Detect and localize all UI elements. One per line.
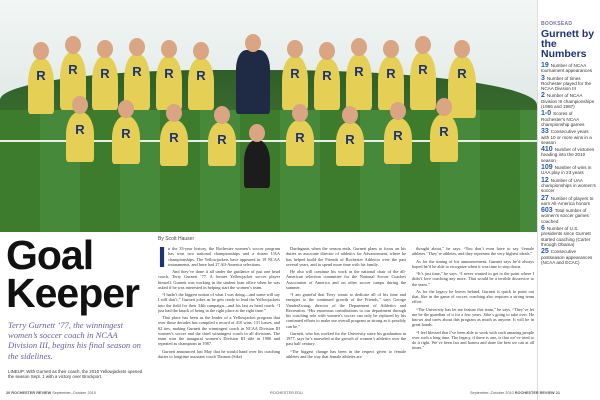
stat-item [541, 129, 597, 145]
player-figure: R [66, 112, 94, 162]
publication-left: ROCHESTER REVIEW [11, 391, 52, 395]
stat-item [541, 111, 597, 127]
article-paragraph: He also will continue his work as the national chair of the all-American selection committee for the National Soccer Coaches Association of America and on other soccer camps during the summer. [286, 269, 406, 290]
player-figure: R [124, 54, 150, 110]
stat-number: 603 [541, 207, 553, 215]
article-paragraph: “I feel blessed that I’ve been able to work with such amazing people over such a long time. The legacy, if there is one, is that we’ve tried to do it right. We’ve been fair and honest and done the best we can at all times.” [412, 329, 534, 351]
player-figure: R [92, 56, 118, 110]
stat-number: 410 [541, 146, 553, 154]
photo-caption: LINEUP: With Gurnett as their coach, the 2010 Yellowjackets opened the season Sept. 1 with a victory over Brockport. [8, 369, 143, 380]
article-paragraph: And they’ve done it all under the guidance of just one head coach, Terry Gurnett ’77. A former Yellowjacket soccer player himself, Gurnett was working in the student loan office when he was asked if he was interested in helping start the women’s team. [158, 269, 280, 290]
stat-text: Scores of Rochester's NCAA championship games [541, 111, 585, 127]
stat-item [541, 93, 597, 109]
sidebar-kicker: BOOKSEAD [541, 21, 573, 27]
player-figure: R [282, 56, 308, 110]
coach-figure [236, 50, 270, 114]
article-paragraph: “It’s just time,” he says. “I never wanted to get to the point where I didn’t love coaching any more. That would be a terrible disservice to the team.” [412, 271, 534, 287]
article-paragraph: As for the timing of his announcement, Gurnett says he’d always hoped he’d be able to recognize when it was time to step down. [412, 258, 534, 269]
player-figure: R [448, 56, 476, 118]
article-paragraph: “I hadn’t the biggest notion of what I was doing—and some will say I still don’t,” Gurnett jokes as he gets ready to lead the Yellowjackets into the field for their 34th campaign—and his last as head coach. “I just had the knack of being in the right place at the right time.” [158, 292, 280, 313]
footer-url: ROCHESTER.EDU [270, 391, 303, 395]
stat-item [541, 147, 597, 163]
stat-number: 109 [541, 164, 553, 172]
stat-item [541, 226, 597, 247]
article-headline: Goal Keeper [6, 232, 140, 316]
goalkeeper-figure [244, 140, 270, 188]
stat-item [541, 76, 597, 92]
player-figure: R [430, 114, 458, 162]
stat-number: 1-0 [541, 110, 552, 118]
page-number-left: 20 [6, 391, 11, 395]
article-paragraph: thought about,” he says. “You don’t even have to say ‘female athletes.’ They’re athletes, and they represent the very highest ideals.” [412, 246, 534, 257]
stat-text: Number of wins in UAA play in 23 years [541, 165, 592, 176]
player-figure: R [346, 54, 372, 110]
stat-number: 33 [541, 128, 549, 136]
sidebar-title: Gurnett by the Numbers [541, 28, 595, 60]
player-figure: R [156, 56, 182, 110]
article-column-1 [158, 246, 280, 388]
article-paragraph: “The biggest change has been in the respect given to female athletes and the way that female athletes are [286, 348, 406, 359]
stat-number: 12 [541, 176, 549, 184]
article-paragraph: “I am grateful that Terry wants to dedicate all of his time and energies to the continued growth of the Friends,” says George VanderZwaag, director of the Department of Athletics and Recreation. “His enormous contributions to our department through his coaching role with women’s soccer can only be replaced by his continued efforts to make our overall program as strong as it possibly can be.” [286, 292, 406, 329]
stat-text: Number of UAA championships in women's soccer [541, 177, 596, 194]
column-1-body [158, 246, 280, 359]
article-paragraph: n the 33-year history, the Rochester women’s soccer program has won two national championships and a dozen UAA championships. The Yellowjackets have appeared in 19 NCAA tournaments, and have had 27 All-America selections. [168, 246, 280, 267]
article-paragraph: “The University has let me feature this team,” he says. “They’ve let me be the guardian of it for a few years. Sike’s going to take over. He knows and cares about this program as much as anyone. It will be in great hands. [412, 306, 534, 328]
article-column-2 [286, 246, 406, 388]
stat-item [541, 165, 597, 176]
player-figure: R [314, 58, 340, 110]
stat-text: Total number of women's soccer games coached [541, 208, 589, 224]
player-figure: R [28, 58, 54, 114]
stat-number: 25 [541, 248, 549, 256]
article-deck: Terry Gurnett ’77, the winningest women’s soccer coach in NCAA Division III, begins his final season on the sidelines. [8, 320, 141, 361]
stat-text: Consecutive postseason appearances (NCAA and ECAC) [541, 249, 593, 265]
player-figure: R [112, 116, 140, 164]
stat-number: 27 [541, 194, 549, 202]
article-paragraph: That place has been as the leader of a Yellowjacket program that over those decades has compiled a record of 410 wins, 131 losses, and 62 ties, making Gurnett the winningest coach in NCAA Division III women’s soccer and the third winningest coach in all divisions. The team won the inaugural women’s Division III title in 1986 and repeated as champions in 1987. [158, 315, 280, 347]
article-paragraph: As for the legacy he leaves behind, Gurnett is quick to point out that, like in the game of soccer, coaching also requires a strong team effort. [412, 288, 534, 305]
issue-date-right: September–October 2010 [470, 391, 514, 395]
numbers-sidebar [537, 0, 600, 400]
stat-item [541, 63, 597, 74]
stat-text: Number of players to earn All-America honors [541, 195, 594, 206]
stat-item [541, 249, 597, 265]
dropcap: I [158, 246, 167, 274]
byline: By Scott Hauser [158, 236, 195, 242]
stat-number: 2 [541, 92, 545, 100]
stat-number: 19 [541, 62, 549, 69]
player-figure: R [410, 52, 436, 110]
article-paragraph: Gurnett, who has worked for the University since his graduation in 1977, says he’s marveled at the growth of women’s athletics over the past half century. [286, 330, 406, 347]
player-figure: R [188, 58, 214, 110]
stat-text: Number of NCAA tournament appearances [541, 63, 593, 74]
player-figure: R [208, 122, 236, 166]
article-paragraph: Gurnett announced last May that he would hand over his coaching duties to longtime assistant coach Thomas (Sike) [158, 348, 280, 359]
footer-right [470, 391, 560, 395]
player-figure: R [160, 120, 188, 166]
page-number-right: 21 [555, 391, 560, 395]
stat-text: Number of victories heading into the 2010 season [541, 147, 595, 163]
publication-right: ROCHESTER REVIEW [514, 391, 555, 395]
article-column-3 [412, 246, 534, 388]
player-figure: R [378, 56, 404, 110]
stat-number: 6 [541, 225, 545, 233]
stat-item [541, 208, 597, 224]
stat-text: Number of U.S. presidents since Gurnett started coaching (Carter through Obama) [541, 226, 591, 247]
stat-text: Consecutive years with 10 or more wins in a season [541, 129, 592, 145]
footer-left [6, 391, 96, 395]
stats-list [541, 63, 597, 265]
stat-item [541, 196, 597, 207]
player-figure: R [336, 122, 364, 166]
stat-text: Number of times Rochester played for the NCAA Division III [541, 75, 592, 92]
player-figure: R [60, 52, 86, 110]
player-figure: R [384, 118, 412, 164]
player-figure: R [286, 120, 314, 166]
article-paragraph: Dardaganis when the season ends. Gurnett plans to focus on his duties as associate director of athletics for Advancement, where he has helped build the Friends of Rochester Athletics over the past several years, and to spend more time with his family. [286, 246, 406, 267]
stat-number: 3 [541, 74, 545, 82]
stat-text: Number of NCAA Division III championships (1986 and 1987) [541, 93, 595, 110]
issue-date-left: September–October 2010 [52, 391, 96, 395]
stat-item [541, 178, 597, 194]
